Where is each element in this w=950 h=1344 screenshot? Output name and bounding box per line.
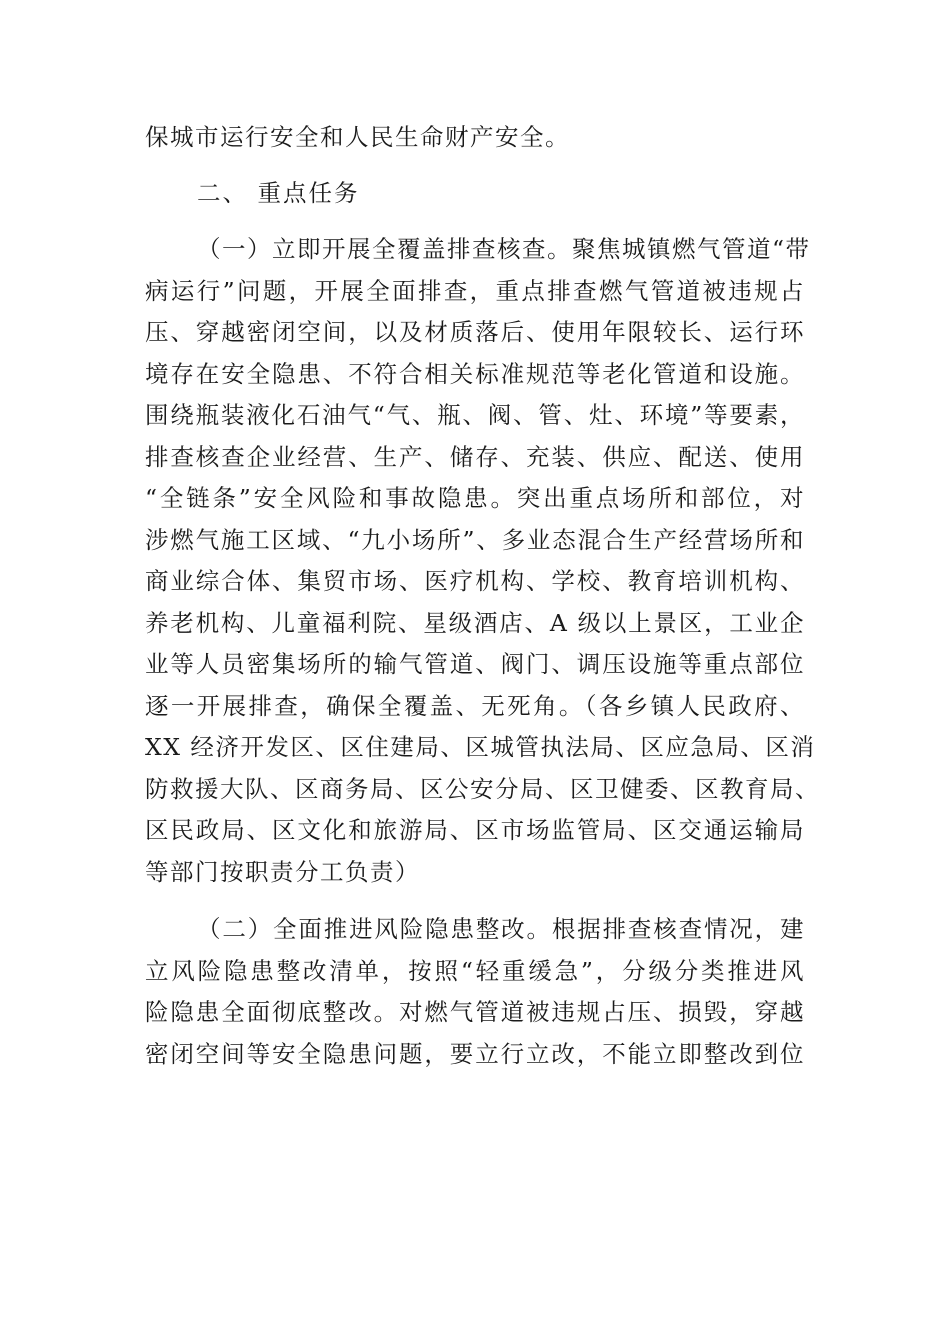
text-line: 险隐患全面彻底整改。对燃气管道被违规占压、损毁，穿越: [145, 998, 805, 1026]
text-line: 逐一开展排查，确保全覆盖、无死角。（各乡镇人民政府、: [145, 692, 805, 720]
text-line: 保城市运行安全和人民生命财产安全。: [145, 123, 570, 151]
text-line: 涉燃气施工区域、“九小场所”、多业态混合生产经营场所和: [145, 526, 805, 554]
text-line: 商业综合体、集贸市场、医疗机构、学校、教育培训机构、: [145, 567, 805, 595]
text-line: 区民政局、区文化和旅游局、区市场监管局、区交通运输局: [145, 816, 805, 844]
text-line: 等部门按职责分工负责）: [145, 858, 420, 886]
text-line: 业等人员密集场所的输气管道、阀门、调压设施等重点部位: [145, 650, 805, 678]
text-line: 防救援大队、区商务局、区公安分局、区卫健委、区教育局、: [145, 775, 820, 803]
text-line: 围绕瓶装液化石油气“气、瓶、阀、管、灶、环境”等要素，: [145, 401, 805, 429]
text-line: 境存在安全隐患、不符合相关标准规范等老化管道和设施。: [145, 360, 805, 388]
section-heading: 二、 重点任务: [197, 179, 360, 207]
paragraph-2-first-line: （二）全面推进风险隐患整改。根据排查核查情况，建: [197, 915, 805, 943]
text-line: 立风险隐患整改清单，按照“轻重缓急”，分级分类推进风: [145, 957, 805, 985]
text-line: 排查核查企业经营、生产、储存、充装、供应、配送、使用: [145, 443, 805, 471]
paragraph-1-first-line: （一）立即开展全覆盖排查核查。聚焦城镇燃气管道“带: [197, 235, 811, 263]
text-line: “全链条”安全风险和事故隐患。突出重点场所和部位，对: [145, 484, 805, 512]
text-line: 密闭空间等安全隐患问题，要立行立改，不能立即整改到位: [145, 1040, 805, 1068]
text-line: 压、穿越密闭空间，以及材质落后、使用年限较长、运行环: [145, 318, 805, 346]
text-line: XX 经济开发区、区住建局、区城管执法局、区应急局、区消: [145, 733, 816, 761]
text-line: 病运行”问题，开展全面排查，重点排查燃气管道被违规占: [145, 277, 805, 305]
text-line: 养老机构、儿童福利院、星级酒店、A 级以上景区，工业企: [145, 609, 805, 637]
